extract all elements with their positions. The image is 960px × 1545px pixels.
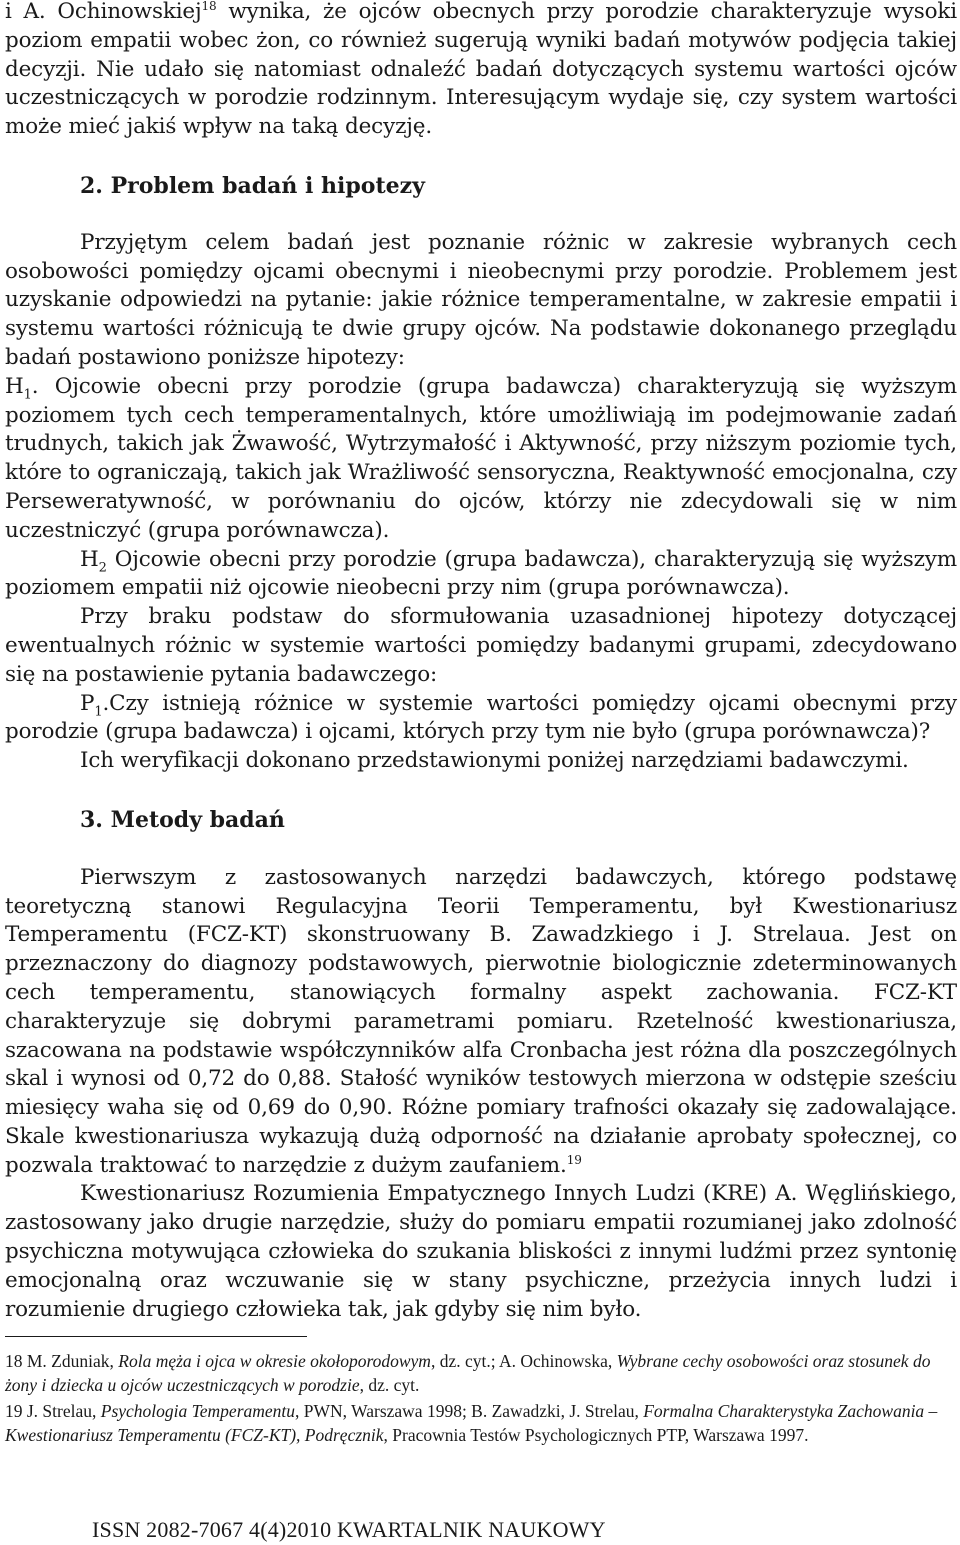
hypothesis-1-index: 1 [23,387,32,403]
section-heading-problem: 2. Problem badań i hipotezy [80,172,425,199]
footnote-ref-19[interactable]: 19 [566,1152,582,1167]
hypothesis-1 [5,373,957,546]
intro-paragraph [5,0,957,142]
hypothesis-2-text: Ojcowie obecni przy porodzie (grupa badawcza), charakteryzują się wyższym poziomem empatii niż ojcowie nieobecni przy nim (grupa porównawcza). [5,546,957,601]
footnote-19-end: , Pracownia Testów Psychologicznych PTP, Warszawa 1997. [383,1424,809,1445]
hypothesis-2-index: 2 [98,559,107,575]
footnote-18 [5,1350,957,1397]
intro-text-rest: wynika, że ojców obecnych przy porodzie charakteryzuje wysoki poziom empatii wobec żon, co również sugerują wyniki badań motywów podjęcia takiej decyzji. Nie udało się natomiast odnaleźć badań dotyczących systemu wartości ojców uczestniczących w porodzie rodzinnym. Interesującym wydaje się, czy system wartości może mieć jakiś wpływ na taką decyzję. [5,0,957,140]
footnote-18-title-2: Wybrane cechy osobowości oraz stosunek do żony i dziecka u ojców uczestniczących w porodzie [5,1351,931,1395]
footnote-18-author: 18 M. Zduniak, [5,1351,119,1371]
question-1-text: .Czy istnieją różnice w systemie wartości pomiędzy ojcami obecnymi przy porodzie (grupa badawcza) i ojcami, których przy tym nie było (grupa porównawcza)? [5,690,957,745]
hypothesis-1-label: H [5,373,24,399]
footnote-19 [5,1400,957,1447]
footnote-19-mid: , PWN, Warszawa 1998; B. Zawadzki, J. Strelau, [295,1401,644,1421]
methods-paragraph-1 [5,864,957,1181]
footnote-18-mid: , dz. cyt.; A. Ochinowska, [430,1351,617,1371]
intro-text-start: i A. Ochinowskiej [5,0,202,24]
question-1-label: P [80,690,95,716]
question-1-index: 1 [94,703,103,719]
footnote-divider [5,1336,307,1337]
footnote-19-title-2: Formalna Charakterystyka Zachowania – Kwestionariusz Temperamentu (FCZ-KT), Podręcznik [5,1401,938,1445]
hypothesis-1-text: . Ojcowie obecni przy porodzie (grupa badawcza) charakteryzują się wyższym poziomem tych cech temperamentalnych, które umożliwiają im podejmowanie zadań trudnych, takich jak Żwawość, Wytrzymałość i Aktywność, przy niższym poziomie tych, które to ograniczają, takich jak Wrażliwość sensoryczna, Reaktywność emocjonalna, czy Perseweratywność, w porównaniu do ojców, którzy nie zdecydowali się w nim uczestniczyć (grupa porównawcza). [5,373,957,543]
hypothesis-2-label: H [80,546,99,572]
footnote-ref-18[interactable]: 18 [201,0,217,13]
footnote-19-author: 19 J. Strelau, [5,1401,101,1421]
aim-paragraph: Przyjętym celem badań jest poznanie różnic w zakresie wybranych cech osobowości pomiędzy ojcami obecnymi i nieobecnymi przy porodzie. Problemem jest uzyskanie odpowiedzi na pytanie: jakie różnice temperamentalne, w zakresie empatii i systemu wartości różnicują te dwie grupy ojców. Na podstawie dokonanego przeglądu badań postawiono poniższe hipotezy: [5,229,957,370]
footnote-19-title-1: Psychologia Temperamentu [100,1401,296,1421]
footnote-18-title-1: Rola mężа i ojca w okresie okołoporodowym [118,1351,431,1371]
methods-paragraph-2: Kwestionariusz Rozumienia Empatycznego Innych Ludzi (KRE) A. Węglińskiego, zastosowany jako drugie narzędzie, służy do pomiaru empatii rozumianej jako zdolność psychiczna motywująca człowieka do szukania bliskości z innymi ludźmi przez syntonię emocjonalną oraz wczuwanie się w stany psychiczne, przeżycia innych ludzi i rozumienie drugiego człowieka tak, jak gdyby się nim było. [5,1181,957,1322]
methods-paragraph-1-text: Pierwszym z zastosowanych narzędzi badawczych, którego podstawę teoretyczną stanowi Regulacyjna Teorii Temperamentu, był Kwestionariusz Temperamentu (FCZ-KT) skonstruowany B. Zawadzkiego i J. Strelaua. Jest on przeznaczony do diagnozy podstawowych, pierwotnie biologicznie zdeterminowanych cech temperamentu, stanowiących formalny aspekt zachowania. FCZ-KT charakteryzuje się dobrymi parametrami pomiaru. Rzetelność kwestionariusza, szacowana na podstawie współczynników alfa Cronbacha jest różna dla poszczególnych skal i wynosi od 0,72 do 0,88. Stałość wyników testowych mierzona w odstępie sześciu miesięcy waha się od 0,69 do 0,90. Różne pomiary trafności okazały się zadowalające. Skale kwestionariusza wykazują dużą odporność na działanie aprobaty społecznej, co pozwala traktować to narzędzie z dużym zaufaniem. [5,864,957,1178]
section-heading-methods: 3. Metody badań [80,806,285,833]
verification-paragraph: Ich weryfikacji dokonano przedstawionymi poniżej narzędziami badawczymi. [80,748,909,774]
hypothesis-2 [5,546,957,604]
research-question-intro: Przy braku podstaw do sformułowania uzasadnionej hipotezy dotyczącej ewentualnych różnic w systemie wartości pomiędzy badanymi grupami, zdecydowano się na postawienie pytania badawczego: [5,604,957,687]
page-body [5,0,957,1324]
journal-footer: ISSN 2082-7067 4(4)2010 KWARTALNIK NAUKOWY [92,1517,606,1542]
footnote-18-end: , dz. cyt. [359,1374,420,1395]
research-question-1 [5,690,957,748]
